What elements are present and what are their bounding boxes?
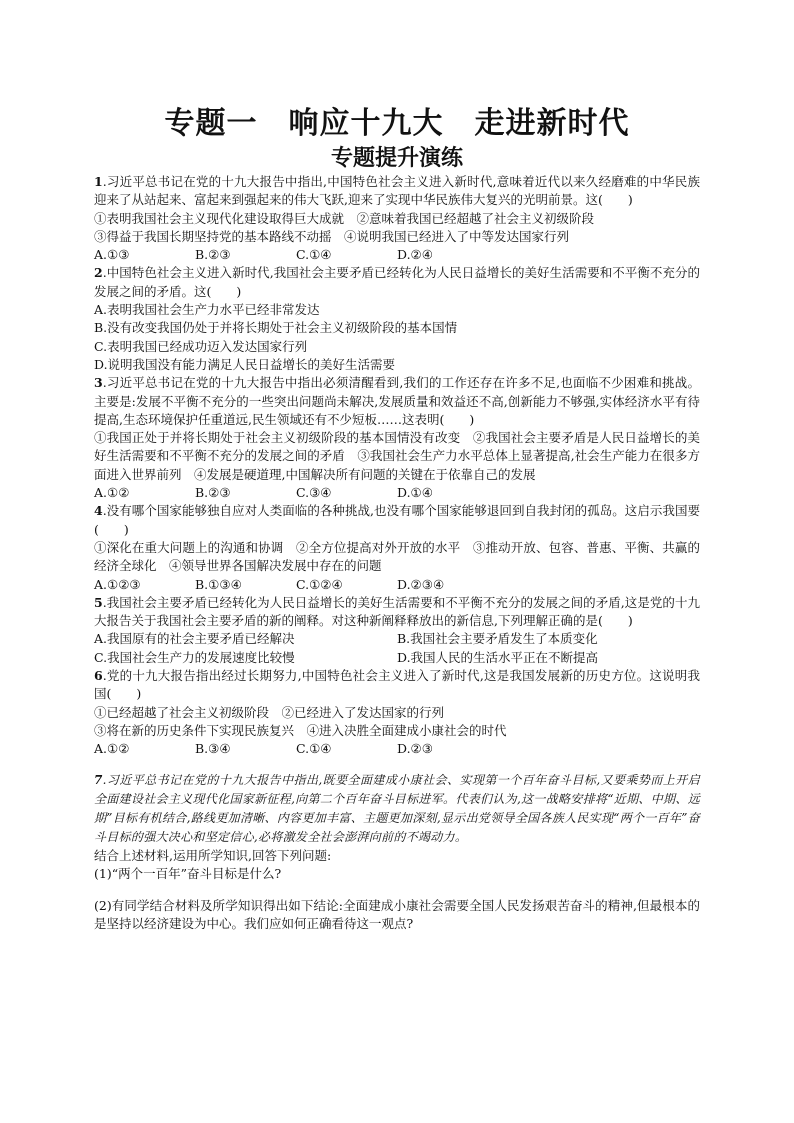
sub-question-2: (2)有同学结合材料及所学知识得出如下结论:全面建成小康社会需要全国人民发扬艰苦奋斗的精神,但最根本的是坚持以经济建设为中心。我们应如何正确看待这一观点?: [94, 898, 700, 932]
material-text: [94, 771, 700, 847]
option-d[interactable]: D.我国人民的生活水平正在不断提高: [397, 649, 599, 665]
option-c[interactable]: C.我国社会生产力的发展速度比较慢: [94, 649, 295, 665]
option-d[interactable]: D.②③④: [397, 576, 445, 592]
statement-block: ①我国正处于并将长期处于社会主义初级阶段的基本国情没有改变 ②我国社会主要矛盾是人民日益增长的美好生活需要和不平衡不充分的发展之间的矛盾 ③我国社会生产力水平总体上显著提高,社会生产能力在很多方面进入世界前列 ④发展是硬道理,中国解决所有问题的关键在于依靠自己的发展: [94, 430, 700, 482]
option-b[interactable]: B.②③: [195, 247, 231, 263]
material-body: .习近平总书记在党的十九大报告中指出,既要全面建成小康社会、实现第一个百年奋斗目标,又要乘势而上开启全面建设社会主义现代化国家新征程,向第二个百年奋斗目标进军。代表们认为,这一战略安排将“近期、中期、远期”目标有机结合,路线更加清晰、内容更加丰富、主题更加深刻,显示出党领导全国各族人民实现“两个一百年”奋斗目标的强大决心和坚定信心,必将激发全社会澎湃向前的不竭动力。: [94, 772, 700, 844]
option-d[interactable]: D.②③: [397, 741, 433, 757]
statement-block: ①深化在重大问题上的沟通和协调 ②全方位提高对外开放的水平 ③推动开放、包容、普惠、平衡、共赢的经济全球化 ④领导世界各国解决发展中存在的问题: [94, 539, 700, 574]
answer-space[interactable]: [94, 883, 700, 897]
option-a[interactable]: A.①②: [94, 485, 130, 501]
question-number: 5: [94, 594, 103, 610]
question-1: [94, 173, 700, 264]
question-text: .中国特色社会主义进入新时代,我国社会主要矛盾已经转化为人民日益增长的美好生活需要和不平衡不充分的发展之间的矛盾。这( ): [94, 265, 700, 299]
question-stem: [94, 502, 700, 539]
question-number: 7: [94, 772, 103, 787]
question-text: .没有哪个国家能够独自应对人类面临的各种挑战,也没有哪个国家能够退回到自我封闭的孤岛。这启示我国要( ): [94, 503, 700, 537]
option-a[interactable]: A.①②: [94, 741, 130, 757]
question-number: 1: [94, 174, 103, 189]
answer-options: [94, 740, 700, 758]
question-list: [94, 173, 700, 934]
answer-options-row: [94, 630, 700, 648]
option-b[interactable]: B.②③: [195, 485, 231, 501]
option-c[interactable]: C.表明我国已经成功迈入发达国家行列: [94, 338, 308, 354]
question-stem: [94, 667, 700, 704]
statement-line: ①已经超越了社会主义初级阶段 ②已经进入了发达国家的行列: [94, 704, 445, 720]
option-a[interactable]: A.①③: [94, 247, 130, 263]
question-number: 2: [94, 265, 103, 281]
option-d[interactable]: D.②④: [397, 247, 433, 263]
question-number: 3: [94, 375, 103, 391]
answer-options: [94, 576, 700, 594]
answer-options: [94, 246, 700, 264]
question-number: 4: [94, 503, 103, 519]
option-c[interactable]: C.③④: [296, 485, 332, 501]
question-text: .习近平总书记在党的十九大报告中指出,中国特色社会主义进入新时代,意味着近代以来久经磨难的中华民族迎来了从站起来、富起来到强起来的伟大飞跃,迎来了实现中华民族伟大复兴的光明前景。这( ): [94, 174, 700, 208]
option-b[interactable]: B.没有改变我国仍处于并将长期处于社会主义初级阶段的基本国情: [94, 320, 458, 336]
statement-line: ③得益于我国长期坚持党的基本路线不动摇 ④说明我国已经进入了中等发达国家行列: [94, 228, 570, 244]
sub-question-1: (1)“两个一百年”奋斗目标是什么?: [94, 865, 282, 881]
question-stem: [94, 374, 700, 429]
question-5: [94, 594, 700, 667]
question-text: .我国社会主要矛盾已经转化为人民日益增长的美好生活需要和不平衡不充分的发展之间的矛盾,这是党的十九大报告关于我国社会主要矛盾的新的阐释。对这种新阐释释放出的新信息,下列理解正确的是( ): [94, 594, 700, 629]
option-d[interactable]: D.①④: [397, 485, 433, 501]
option-c[interactable]: C.①④: [296, 247, 332, 263]
option-b[interactable]: B.③④: [195, 741, 231, 757]
option-c[interactable]: C.①②④: [296, 576, 343, 592]
question-7: [94, 771, 700, 934]
question-4: [94, 502, 700, 593]
option-a[interactable]: A.我国原有的社会主要矛盾已经解决: [94, 631, 295, 647]
option-a[interactable]: A.表明我国社会生产力水平已经非常发达: [94, 302, 320, 318]
question-stem: [94, 264, 700, 301]
question-text: .党的十九大报告指出经过长期努力,中国特色社会主义进入了新时代,这是我国发展新的历史方位。这说明我国( ): [94, 668, 700, 702]
option-c[interactable]: C.①④: [296, 741, 332, 757]
option-b[interactable]: B.①③④: [195, 576, 242, 592]
question-stem: [94, 594, 700, 631]
question-text: .习近平总书记在党的十九大报告中指出必须清醒看到,我们的工作还存在许多不足,也面临不少困难和挑战。主要是:发展不平衡不充分的一些突出问题尚未解决,发展质量和效益还不高,创新能力不够强,实体经济水平有待提高,生态环境保护任重道远,民生领域还有不少短板……这表明( ): [94, 375, 700, 427]
statement-line: ③将在新的历史条件下实现民族复兴 ④进入决胜全面建成小康社会的时代: [94, 722, 507, 738]
option-d[interactable]: D.说明我国没有能力满足人民日益增长的美好生活需要: [94, 356, 396, 372]
question-stem: [94, 173, 700, 210]
question-3: [94, 374, 700, 502]
answer-options-row: [94, 649, 700, 667]
option-b[interactable]: B.我国社会主要矛盾发生了本质变化: [397, 631, 598, 647]
question-prompt: 结合上述材料,运用所学知识,回答下列问题:: [94, 847, 332, 863]
answer-options: [94, 484, 700, 502]
option-a[interactable]: A.①②③: [94, 576, 141, 592]
question-2: [94, 264, 700, 374]
question-6: [94, 667, 700, 758]
page-title: 专题一 响应十九大 走进新时代: [164, 106, 630, 141]
page-subtitle: 专题提升演练: [330, 146, 463, 171]
question-number: 6: [94, 668, 103, 684]
statement-line: ①表明我国社会主义现代化建设取得巨大成就 ②意味着我国已经超越了社会主义初级阶段: [94, 210, 595, 226]
